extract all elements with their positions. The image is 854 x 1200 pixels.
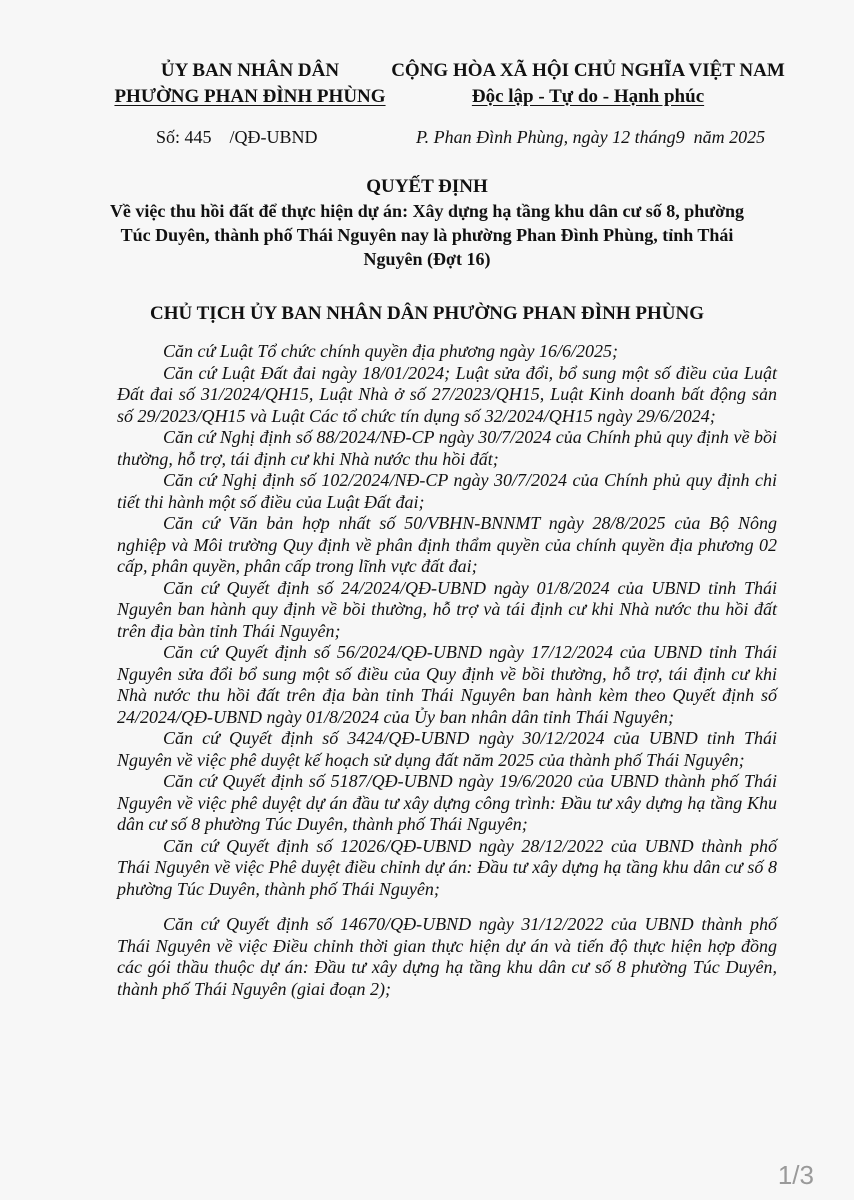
- national-motto: [388, 58, 788, 110]
- basis-paragraph: Căn cứ Quyết định số 24/2024/QĐ-UBND ngày 01/8/2024 của UBND tỉnh Thái Nguyên ban hành quy định về bồi thường, hỗ trợ và tái định cư khi Nhà nước thu hồi đất trên địa bàn tỉnh Thái Nguyên;: [117, 577, 777, 641]
- document-subject: Về việc thu hồi đất để thực hiện dự án: Xây dựng hạ tầng khu dân cư số 8, phường Túc Duyên, thành phố Thái Nguyên nay là phường Phan Đình Phùng, tỉnh Thái Nguyên (Đợt 16): [109, 201, 745, 269]
- basis-paragraph: Căn cứ Nghị định số 102/2024/NĐ-CP ngày 30/7/2024 của Chính phủ quy định chi tiết thi hành một số điều của Luật Đất đai;: [117, 470, 777, 512]
- issuing-authority: [110, 58, 390, 110]
- basis-paragraph: Căn cứ Quyết định số 12026/QĐ-UBND ngày 28/12/2022 của UBND thành phố Thái Nguyên về việc Phê duyệt điều chỉnh dự án: Đầu tư xây dựng hạ tầng khu dân cư số 8 phường Túc Duyên, thành phố Thái Nguyên;: [117, 835, 777, 899]
- basis-paragraph: Căn cứ Văn bản hợp nhất số 50/VBHN-BNNMT ngày 28/8/2025 của Bộ Nông nghiệp và Môi trường Quy định về phân định thẩm quyền của chính quyền địa phương 02 cấp, phân quyền, phân cấp trong lĩnh vực đất đai;: [117, 513, 777, 576]
- page-indicator: 1/3: [777, 1160, 814, 1190]
- decision-authority: CHỦ TỊCH ỦY BAN NHÂN DÂN PHƯỜNG PHAN ĐÌNH PHÙNG: [150, 303, 704, 324]
- document-title: QUYẾT ĐỊNH: [366, 176, 488, 197]
- basis-paragraph: Căn cứ Quyết định số 3424/QĐ-UBND ngày 30/12/2024 của UBND tỉnh Thái Nguyên về việc phê duyệt kế hoạch sử dụng đất năm 2025 của thành phố Thái Nguyên;: [117, 728, 777, 770]
- basis-paragraph: Căn cứ Quyết định số 56/2024/QĐ-UBND ngày 17/12/2024 của UBND tỉnh Thái Nguyên sửa đổi bổ sung một số điều của Quy định về bồi thường, hỗ trợ, tái định cư khi Nhà nước thu hồi đất trên địa bàn tỉnh Thái Nguyên ban hành kèm theo Quyết định số 24/2024/QĐ-UBND ngày 01/8/2024 của Ủy ban nhân dân tỉnh Thái Nguyên;: [117, 642, 777, 727]
- basis-paragraph: Căn cứ Luật Đất đai ngày 18/01/2024; Luật sửa đổi, bổ sung một số điều của Luật Đất đai số 31/2024/QH15, Luật Nhà ở số 27/2023/QH15, Luật Kinh doanh bất động sản số 29/2023/QH15 và Luật Các tổ chức tín dụng số 32/2024/QH15 ngày 29/6/2024;: [117, 362, 777, 426]
- authority-line1: ỦY BAN NHÂN DÂN: [160, 60, 340, 81]
- legal-basis: [117, 341, 777, 1000]
- motto: Độc lập - Tự do - Hạnh phúc: [471, 86, 705, 107]
- basis-paragraph: Căn cứ Quyết định số 5187/QĐ-UBND ngày 19/6/2020 của UBND thành phố Thái Nguyên về việc phê duyệt dự án đầu tư xây dựng công trình: Đầu tư xây dựng hạ tầng Khu dân cư số 8 phường Túc Duyên, thành phố Thái Nguyên;: [117, 771, 777, 834]
- basis-paragraph: Căn cứ Luật Tổ chức chính quyền địa phương ngày 16/6/2025;: [163, 341, 619, 361]
- basis-paragraph: Căn cứ Quyết định số 14670/QĐ-UBND ngày 31/12/2022 của UBND thành phố Thái Nguyên về việc Điều chỉnh thời gian thực hiện dự án và tiến độ thực hiện hợp đồng các gói thầu thuộc dự án: Đầu tư xây dựng hạ tầng khu dân cư số 8 phường Túc Duyên, thành phố Thái Nguyên (giai đoạn 2);: [117, 914, 777, 999]
- basis-paragraph: Căn cứ Nghị định số 88/2024/NĐ-CP ngày 30/7/2024 của Chính phủ quy định về bồi thường, hỗ trợ, tái định cư khi Nhà nước thu hồi đất;: [117, 427, 777, 469]
- document-number: Số: 445 /QĐ-UBND: [156, 127, 318, 147]
- authority-line2: PHƯỜNG PHAN ĐÌNH PHÙNG: [114, 86, 386, 107]
- country-name: CỘNG HÒA XÃ HỘI CHỦ NGHĨA VIỆT NAM: [391, 60, 785, 81]
- place-date: P. Phan Đình Phùng, ngày 12 tháng9 năm 2025: [416, 127, 766, 147]
